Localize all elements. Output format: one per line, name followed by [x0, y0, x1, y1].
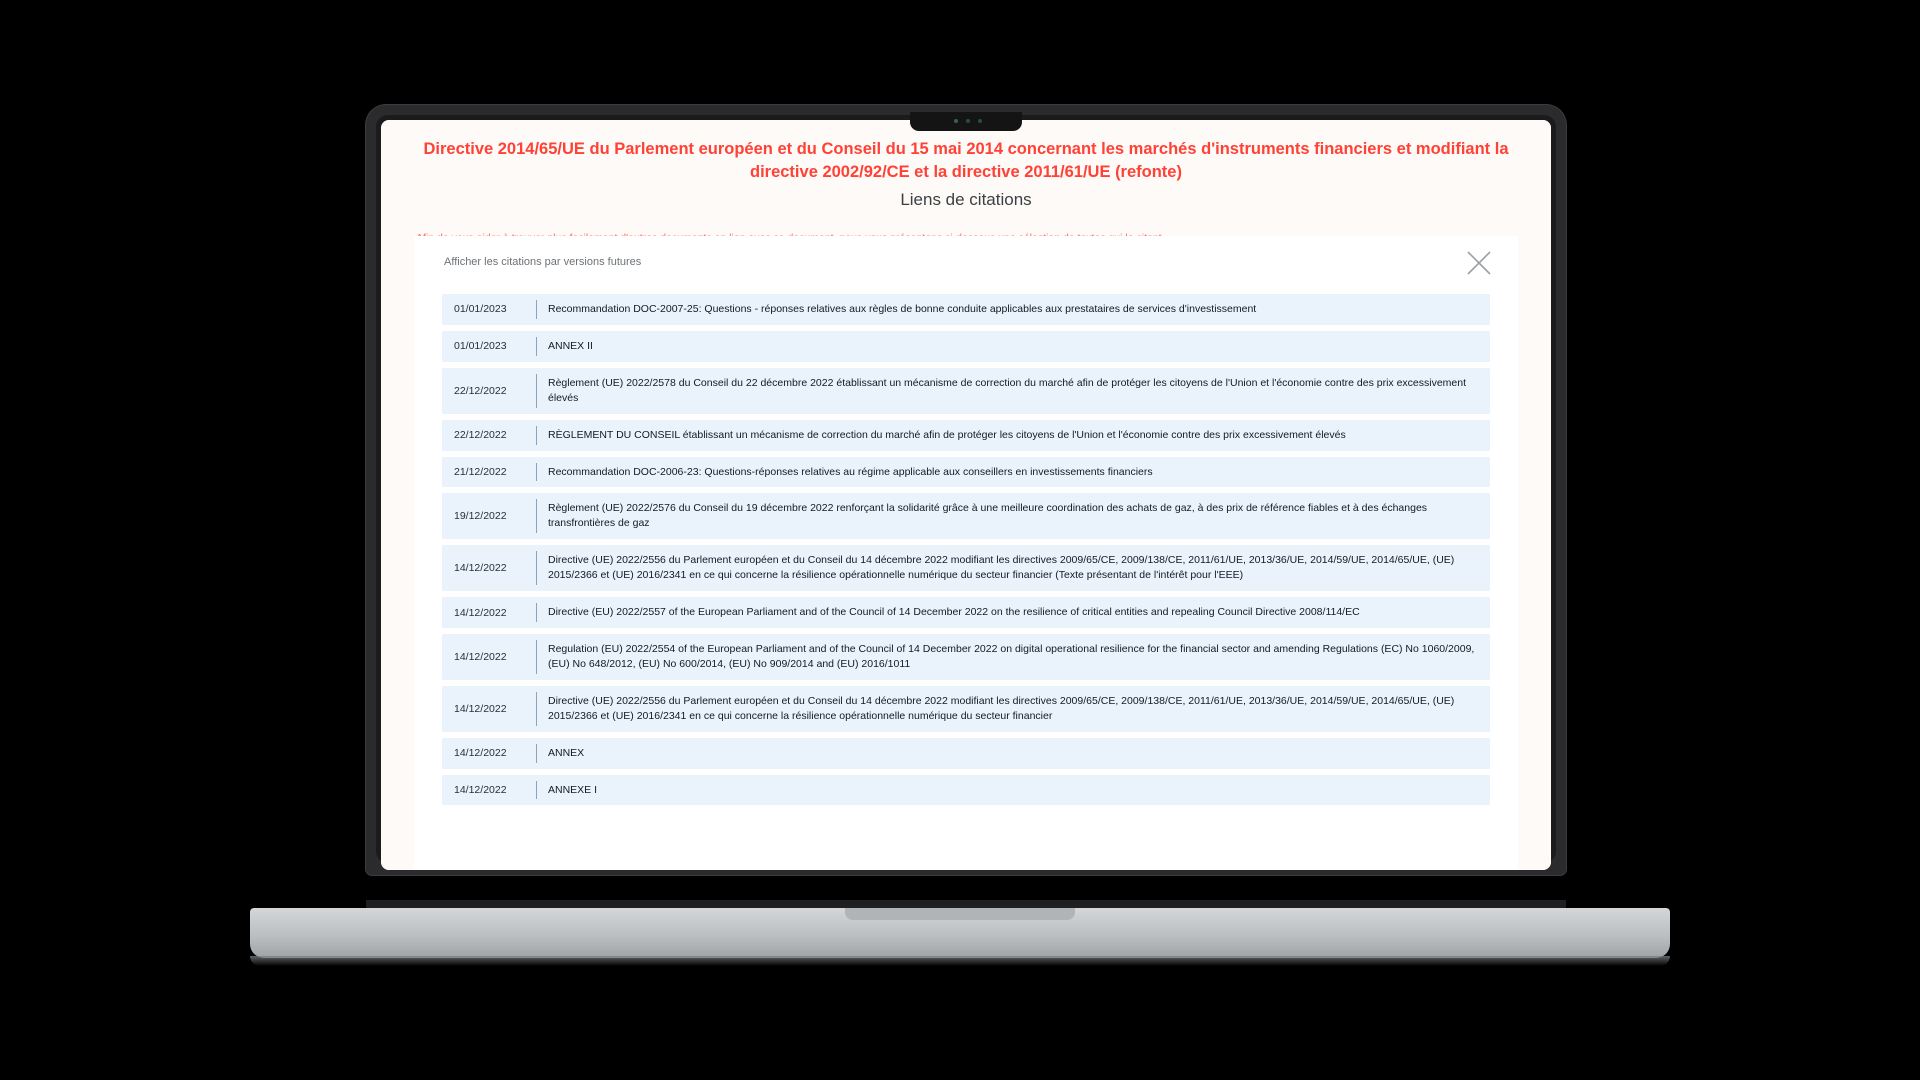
citation-title[interactable]: Recommandation DOC-2007-25: Questions - réponses relatives aux règles de bonne conduite applicables aux prestataires de services d'investissement — [548, 303, 1257, 315]
citation-date: 14/12/2022 — [454, 650, 507, 663]
citation-title[interactable]: Règlement (UE) 2022/2578 du Conseil du 22 décembre 2022 établissant un mécanisme de correction du marché afin de protéger les citoyens de l'Union et l'économie contre des prix excessivement élevés — [548, 376, 1467, 404]
table-row[interactable] — [442, 686, 1490, 732]
page-title: Directive 2014/65/UE du Parlement européen et du Conseil du 15 mai 2014 concernant les marchés d'instruments financiers et modifiant la directive 2002/92/CE et la directive 2011/61/UE (refonte) — [423, 140, 1509, 182]
table-row[interactable] — [442, 331, 1490, 362]
table-row[interactable] — [442, 294, 1490, 325]
citations-panel — [414, 236, 1518, 870]
laptop-screen — [381, 120, 1551, 870]
table-row[interactable] — [442, 493, 1490, 539]
citation-title[interactable]: Regulation (EU) 2022/2554 of the European Parliament and of the Council of 14 December 2022 on digital operational resilience for the financial sector and amending Regulations (EC) No 1060/2009, (EU) No 648/2012, (EU) No 600/2014, (EU) No 909/2014 and (EU) 2016/1011 — [548, 642, 1475, 670]
citation-title[interactable]: Règlement (UE) 2022/2576 du Conseil du 19 décembre 2022 renforçant la solidarité grâce à une meilleure coordination des achats de gaz, à des prix de référence fiables et à des échanges transfrontières de gaz — [548, 502, 1428, 530]
citation-date: 01/01/2023 — [454, 340, 507, 353]
camera-dot-icon — [954, 119, 958, 123]
citation-date: 14/12/2022 — [454, 606, 507, 619]
table-row[interactable] — [442, 457, 1490, 488]
citations-panel-header — [414, 236, 1518, 294]
table-row[interactable] — [442, 634, 1490, 680]
citation-title[interactable]: ANNEX — [548, 746, 585, 759]
citation-date: 19/12/2022 — [454, 510, 507, 523]
citation-date: 22/12/2022 — [454, 384, 507, 397]
citation-title[interactable]: ANNEX II — [548, 339, 593, 352]
laptop-camera-notch — [910, 112, 1022, 131]
table-row[interactable] — [442, 775, 1490, 806]
citation-title[interactable]: Directive (UE) 2022/2556 du Parlement européen et du Conseil du 14 décembre 2022 modifiant les directives 2009/65/CE, 2009/138/CE, 2011/61/UE, 2013/36/UE, 2014/59/UE, 2014/65/UE, (UE) 2015/2366 et (UE) 2016/2341 en ce qui concerne la résilience opérationnelle numérique du secteur financier — [548, 694, 1455, 722]
future-versions-filter-label[interactable]: Afficher les citations par versions futures — [444, 256, 642, 268]
web-page — [381, 120, 1551, 870]
laptop-base-lip — [845, 908, 1075, 920]
table-row[interactable] — [442, 738, 1490, 769]
camera-dot-icon — [966, 119, 970, 123]
laptop-base-shadow — [250, 956, 1670, 966]
citation-date: 14/12/2022 — [454, 747, 507, 760]
citation-date: 14/12/2022 — [454, 562, 507, 575]
page-subtitle: Liens de citations — [900, 190, 1032, 210]
citation-title[interactable]: RÈGLEMENT DU CONSEIL établissant un mécanisme de correction du marché afin de protéger les citoyens de l'Union et l'économie contre des prix excessivement élevés — [548, 428, 1346, 441]
table-row[interactable] — [442, 368, 1490, 414]
citation-date: 01/01/2023 — [454, 303, 507, 316]
citations-list[interactable] — [414, 294, 1518, 870]
citation-date: 14/12/2022 — [454, 702, 507, 715]
table-row[interactable] — [442, 545, 1490, 591]
citation-date: 14/12/2022 — [454, 783, 507, 796]
camera-dot-icon — [978, 119, 982, 123]
citation-title[interactable]: Recommandation DOC-2006-23: Questions-réponses relatives au régime applicable aux conseillers en investissements financiers — [548, 465, 1153, 478]
table-row[interactable] — [442, 597, 1490, 628]
citation-title[interactable]: Directive (EU) 2022/2557 of the European Parliament and of the Council of 14 December 2022 on the resilience of critical entities and repealing Council Directive 2008/114/EC — [548, 606, 1360, 619]
citation-date: 22/12/2022 — [454, 429, 507, 442]
table-row[interactable] — [442, 420, 1490, 451]
citation-title[interactable]: Directive (UE) 2022/2556 du Parlement européen et du Conseil du 14 décembre 2022 modifiant les directives 2009/65/CE, 2009/138/CE, 2011/61/UE, 2013/36/UE, 2014/59/UE, 2014/65/UE, (UE) 2015/2366 et (UE) 2016/2341 en ce qui concerne la résilience opérationnelle numérique du secteur financier (Texte présentant de l'intérêt pour l'EEE) — [548, 554, 1455, 582]
citation-date: 21/12/2022 — [454, 465, 507, 478]
close-icon[interactable] — [1462, 246, 1496, 280]
citation-title[interactable]: ANNEXE I — [548, 783, 598, 796]
